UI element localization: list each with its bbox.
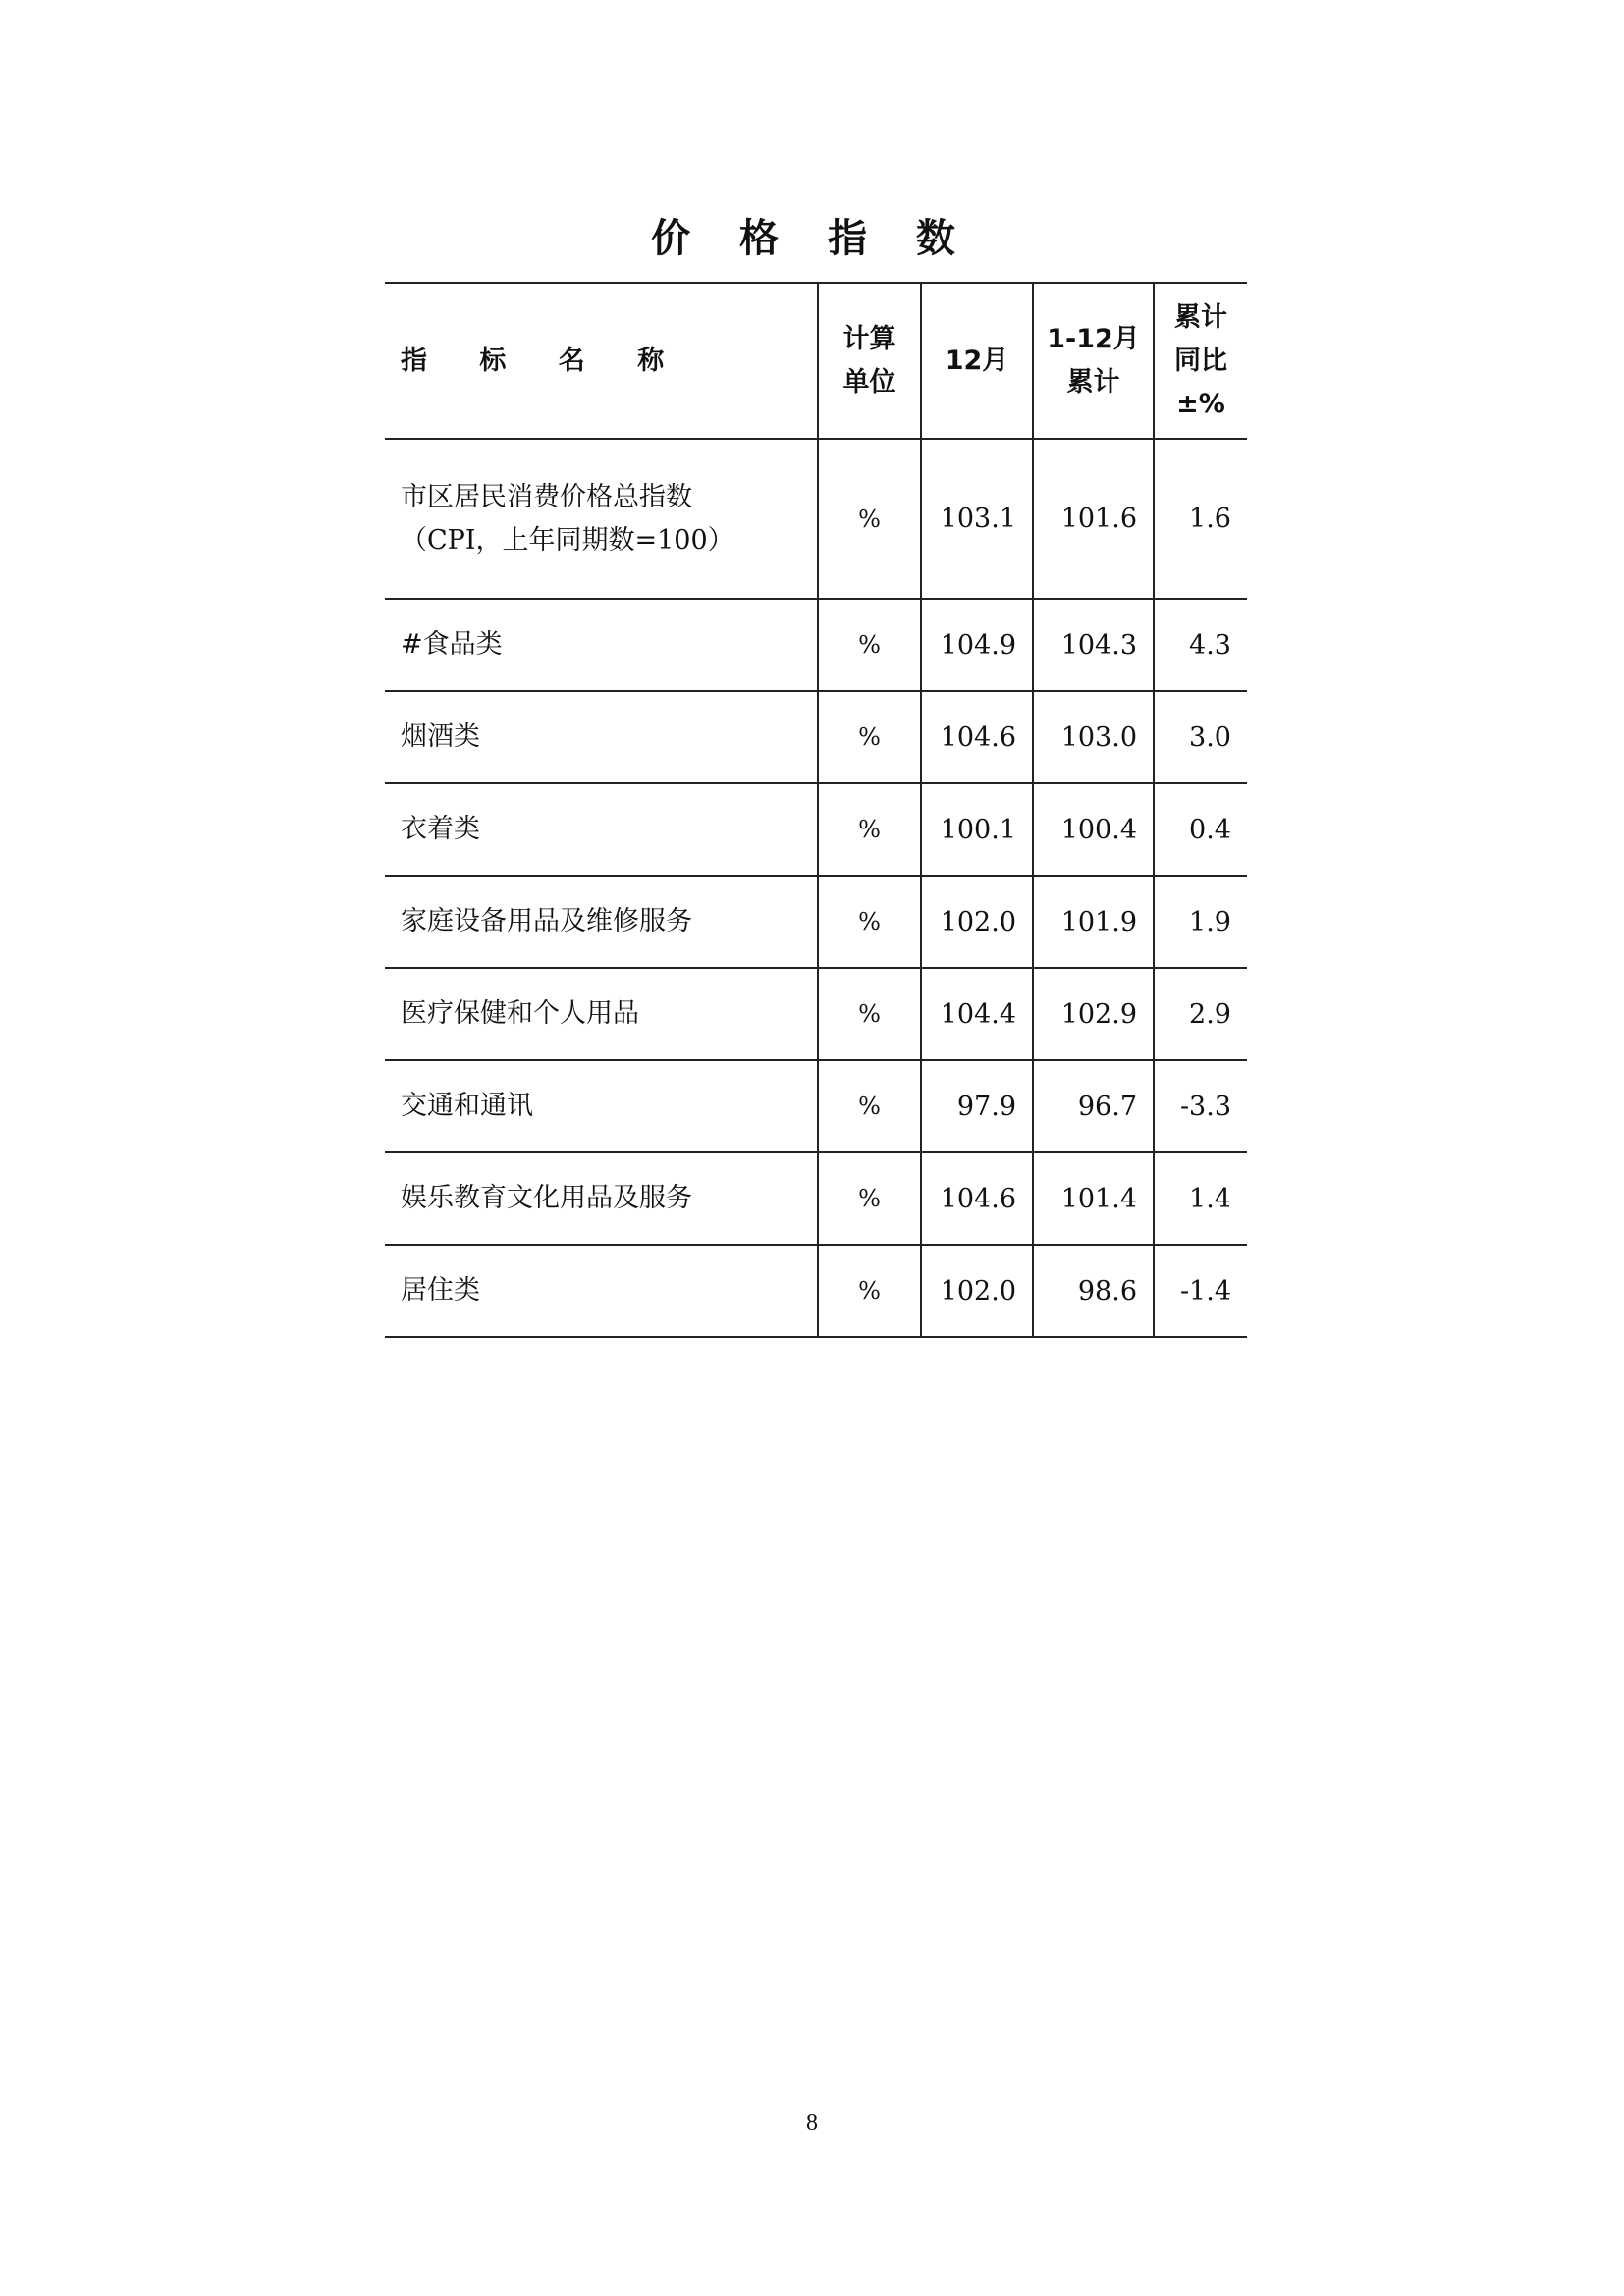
change-value-cell: 1.9 [1154, 876, 1247, 968]
change-value-cell: 4.3 [1154, 599, 1247, 691]
header-month: 12月 [921, 283, 1033, 439]
unit-cell: % [818, 439, 921, 599]
month-value-cell: 102.0 [921, 876, 1033, 968]
month-value-cell: 97.9 [921, 1060, 1033, 1152]
unit-cell: % [818, 1060, 921, 1152]
table-row [385, 968, 1247, 1060]
table-row [385, 439, 1247, 599]
header-indicator-name: 指 标 名 称 [385, 283, 818, 439]
table-row [385, 783, 1247, 876]
page-title: 价 格 指 数 [651, 216, 973, 261]
indicator-name: 烟酒类 [401, 721, 480, 752]
cumulative-value-cell: 102.9 [1033, 968, 1154, 1060]
indicator-name: 交通和通讯 [401, 1091, 533, 1121]
header-unit [818, 283, 921, 439]
cumulative-value-cell: 103.0 [1033, 691, 1154, 783]
table-row [385, 876, 1247, 968]
table-header-row [385, 283, 1247, 439]
table-row [385, 1245, 1247, 1337]
header-change [1154, 283, 1247, 439]
unit-cell: % [818, 968, 921, 1060]
month-value-cell: 104.9 [921, 599, 1033, 691]
indicator-name: 市区居民消费价格总指数 [401, 481, 692, 512]
unit-cell: % [818, 783, 921, 876]
header-change-line: 同比 [1174, 345, 1227, 376]
header-cumulative [1033, 283, 1154, 439]
table-row [385, 1152, 1247, 1245]
indicator-name-cell [385, 1060, 818, 1152]
cumulative-value-cell: 104.3 [1033, 599, 1154, 691]
table-row [385, 599, 1247, 691]
cumulative-value-cell: 98.6 [1033, 1245, 1154, 1337]
indicator-name-cell [385, 783, 818, 876]
table-row [385, 691, 1247, 783]
indicator-name: 娱乐教育文化用品及服务 [401, 1183, 692, 1213]
month-value-cell: 103.1 [921, 439, 1033, 599]
cumulative-value-cell: 101.6 [1033, 439, 1154, 599]
header-unit-line: 计算 [842, 323, 896, 354]
change-value-cell: 3.0 [1154, 691, 1247, 783]
unit-cell: % [818, 691, 921, 783]
unit-cell: % [818, 1152, 921, 1245]
table-row [385, 1060, 1247, 1152]
unit-cell: % [818, 876, 921, 968]
header-unit-line: 单位 [842, 366, 896, 398]
header-cumulative-line: 累计 [1066, 366, 1120, 398]
indicator-name-cell [385, 599, 818, 691]
change-value-cell: 1.6 [1154, 439, 1247, 599]
page-number: 8 [806, 2110, 818, 2136]
month-value-cell: 100.1 [921, 783, 1033, 876]
indicator-name-cell [385, 876, 818, 968]
header-change-line: ±% [1176, 388, 1225, 419]
change-value-cell: 0.4 [1154, 783, 1247, 876]
table-body [385, 439, 1247, 1337]
indicator-name: 衣着类 [401, 814, 480, 844]
indicator-name: （CPI，上年同期数=100） [401, 524, 734, 556]
header-change-line: 累计 [1174, 301, 1227, 333]
indicator-name: 居住类 [401, 1275, 480, 1306]
change-value-cell: 2.9 [1154, 968, 1247, 1060]
month-value-cell: 102.0 [921, 1245, 1033, 1337]
change-value-cell: 1.4 [1154, 1152, 1247, 1245]
month-value-cell: 104.4 [921, 968, 1033, 1060]
indicator-name: #食品类 [401, 629, 503, 660]
unit-cell: % [818, 599, 921, 691]
indicator-name-cell [385, 968, 818, 1060]
cumulative-value-cell: 100.4 [1033, 783, 1154, 876]
header-cumulative-line: 1-12月 [1047, 323, 1140, 354]
indicator-name: 家庭设备用品及维修服务 [401, 906, 692, 936]
change-value-cell: -3.3 [1154, 1060, 1247, 1152]
indicator-name-cell [385, 691, 818, 783]
month-value-cell: 104.6 [921, 1152, 1033, 1245]
unit-cell: % [818, 1245, 921, 1337]
cumulative-value-cell: 101.9 [1033, 876, 1154, 968]
indicator-name-cell [385, 1245, 818, 1337]
cumulative-value-cell: 101.4 [1033, 1152, 1154, 1245]
month-value-cell: 104.6 [921, 691, 1033, 783]
change-value-cell: -1.4 [1154, 1245, 1247, 1337]
indicator-name: 医疗保健和个人用品 [401, 998, 639, 1029]
cumulative-value-cell: 96.7 [1033, 1060, 1154, 1152]
price-index-table [385, 282, 1247, 1338]
indicator-name-cell [385, 439, 818, 599]
indicator-name-cell [385, 1152, 818, 1245]
